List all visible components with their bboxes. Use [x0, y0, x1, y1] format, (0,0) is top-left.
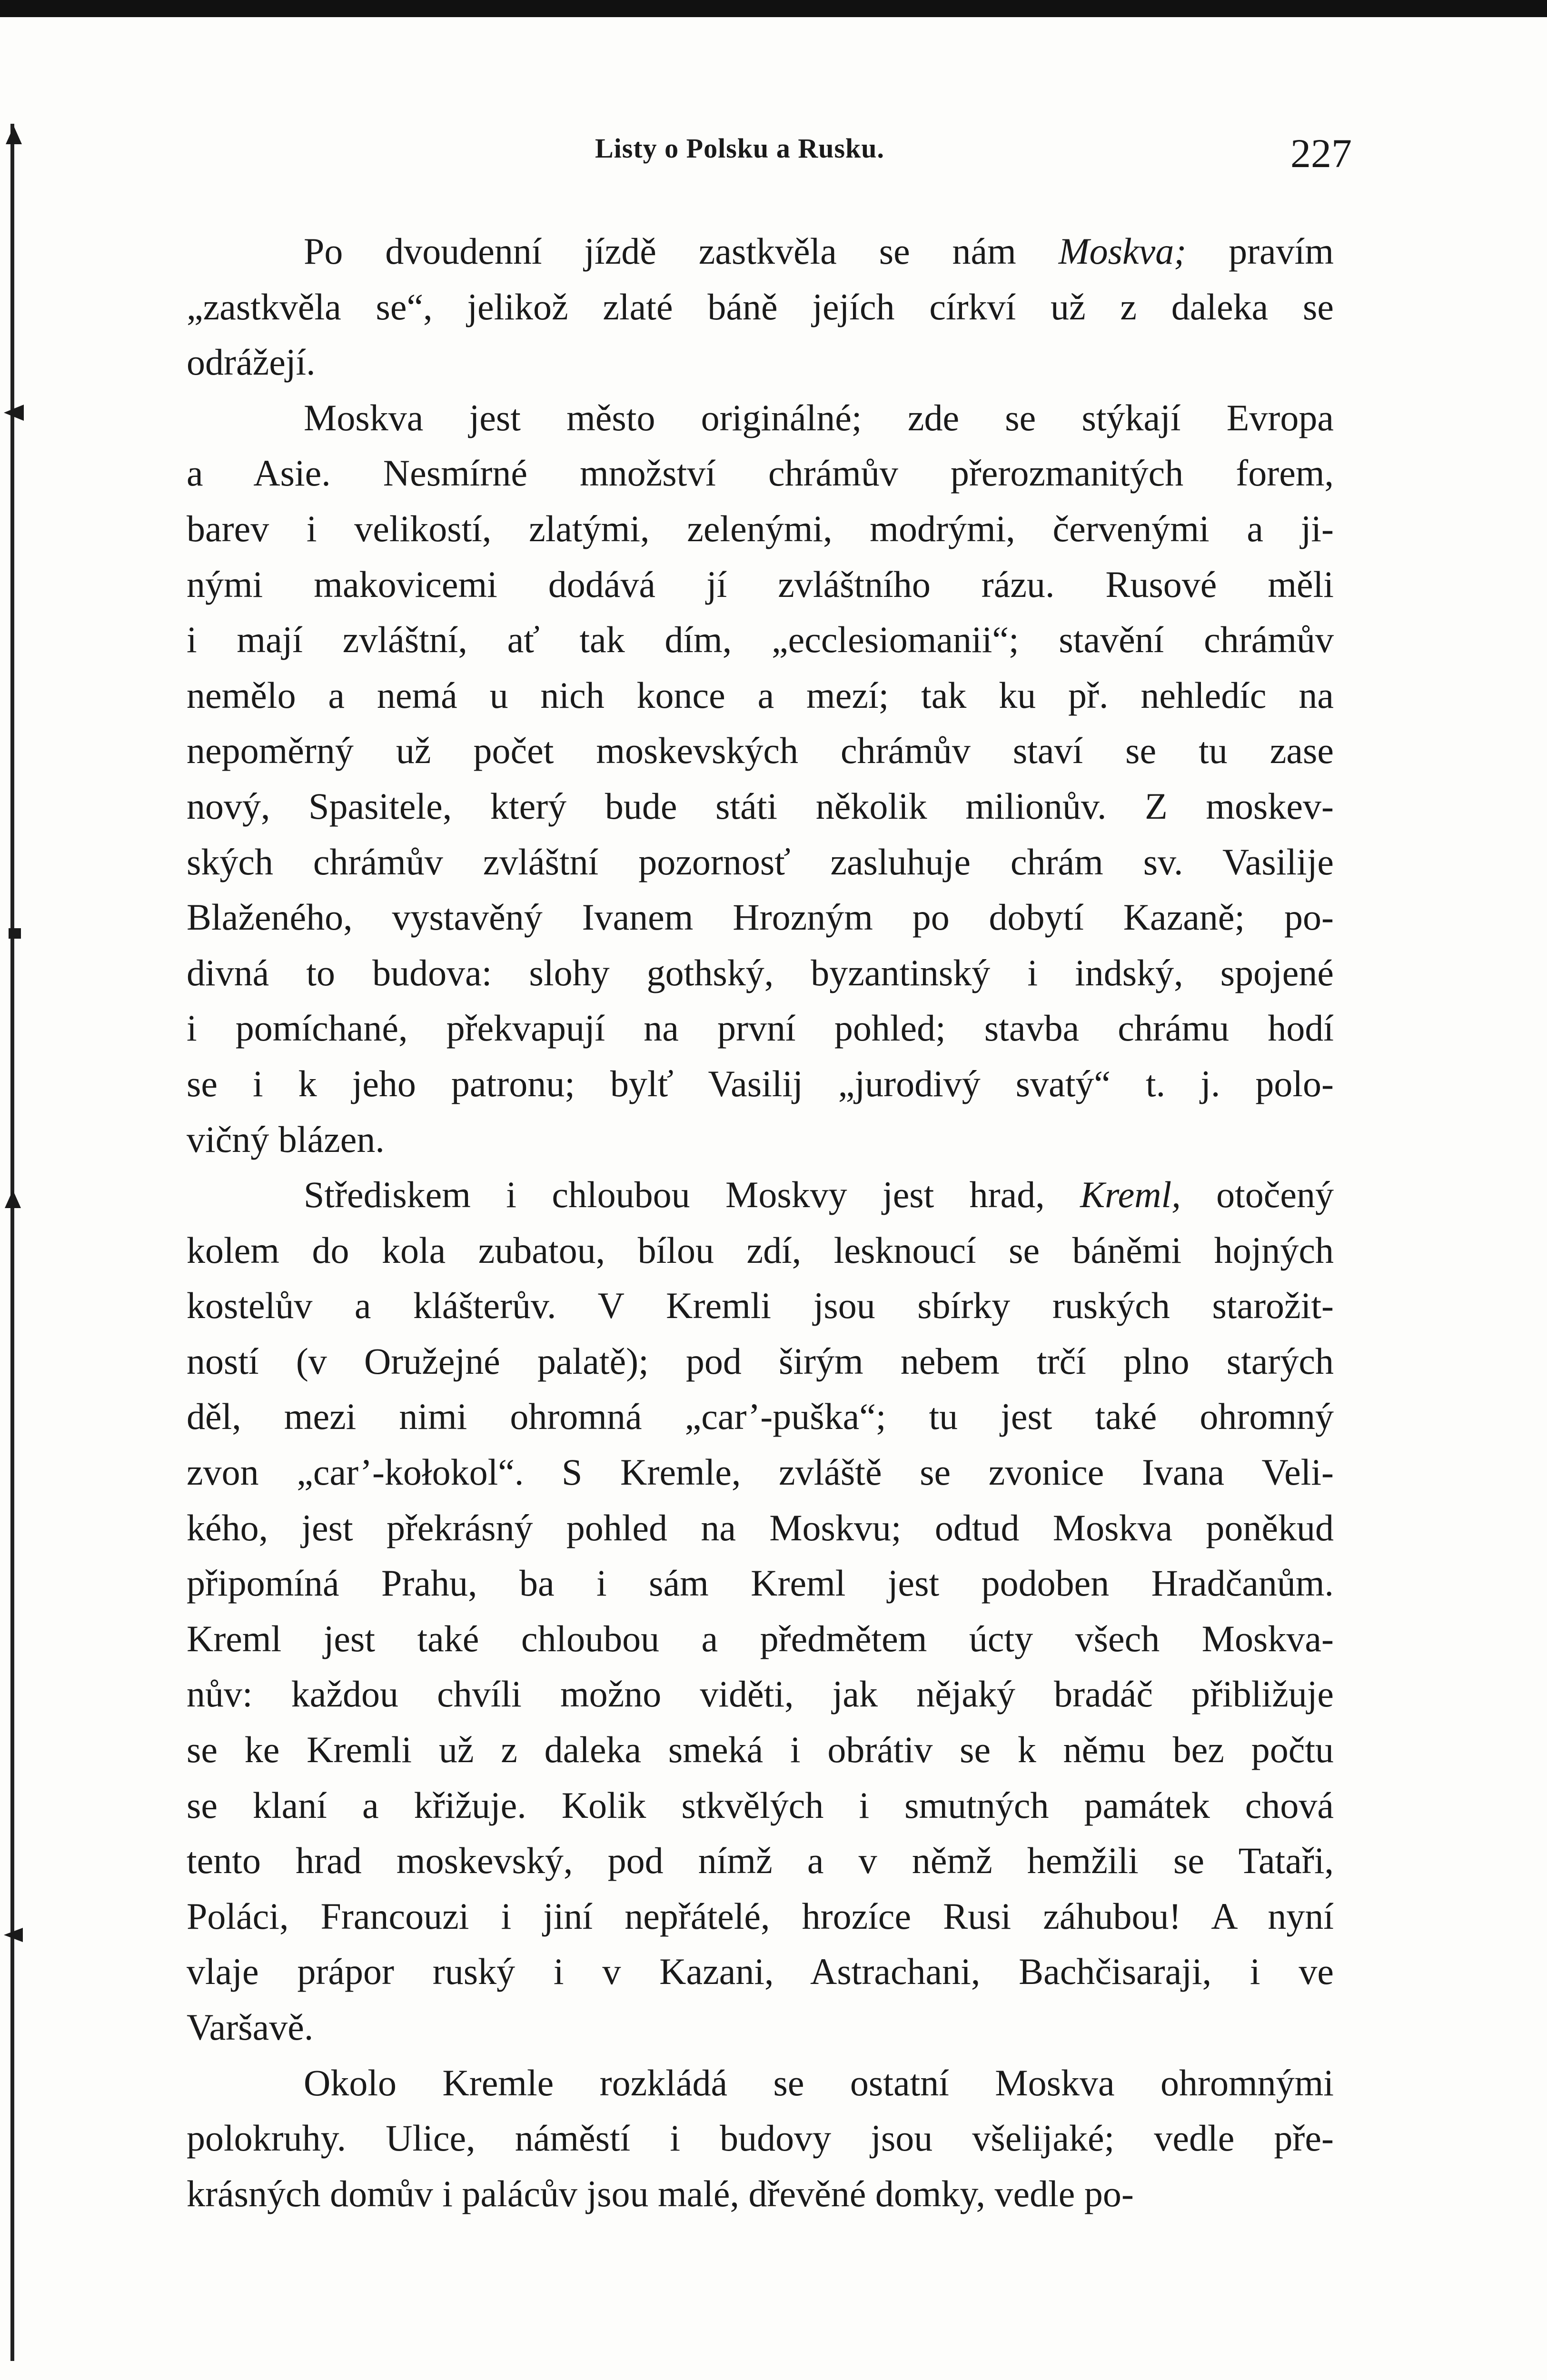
scan-mark [5, 1190, 21, 1208]
text-line: tento hrad moskevský, pod nímž a v němž hemžili se Tataři, [187, 1840, 1334, 1882]
scan-mark [6, 126, 22, 144]
text-line: Poláci, Francouzi i jiní nepřátelé, hrozíce Rusi záhubou! A nyní [187, 1895, 1334, 1937]
text-line: nepoměrný už počet moskevských chrámův staví se tu zase [187, 730, 1334, 772]
text-line: i pomíchané, překvapují na první pohled; stavba chrámu hodí [187, 1007, 1334, 1049]
text-line: Moskva jest město originálné; zde se stýkají Evropa [304, 397, 1334, 438]
text-line: polokruhy. Ulice, náměstí i budovy jsou všelijaké; vedle pře- [187, 2117, 1334, 2159]
italic-term: Moskva; [1058, 230, 1187, 272]
text-line: Blaženého, vystavěný Ivanem Hrozným po dobytí Kazaně; po- [187, 896, 1334, 938]
text-line: Okolo Kremle rozkládá se ostatní Moskva ohromnými [304, 2062, 1334, 2103]
text-line: nový, Spasitele, který bude státi několik milionův. Z moskev- [187, 785, 1334, 827]
italic-term: Kreml, [1080, 1174, 1181, 1216]
text-line: Varšavě. [187, 2006, 314, 2048]
text-line: nemělo a nemá u nich konce a mezí; tak ku př. nehledíc na [187, 674, 1334, 716]
text-line: Kreml jest také chloubou a předmětem úcty všech Moskva- [187, 1617, 1334, 1659]
text-line: nými makovicemi dodává jí zvláštního rázu. Rusové měli [187, 563, 1334, 605]
text-line: kolem do kola zubatou, bílou zdí, lesknoucí se báněmi hojných [187, 1229, 1334, 1271]
text-line: kého, jest překrásný pohled na Moskvu; odtud Moskva poněkud [187, 1507, 1334, 1548]
page-number: 227 [1290, 130, 1352, 176]
scan-mark [9, 928, 21, 939]
text-line: ských chrámův zvláštní pozornosť zasluhuje chrám sv. Vasilije [187, 841, 1334, 883]
running-title: Listy o Polsku a Rusku. [595, 133, 885, 164]
text-line: se i k jeho patronu; bylť Vasilij „jurodivý svatý“ t. j. polo- [187, 1062, 1334, 1104]
text-line: ností (v Oružejné palatě); pod širým nebem trčí plno starých [187, 1340, 1334, 1382]
text-body [187, 224, 1334, 2221]
text-line: připomíná Prahu, ba i sám Kreml jest podoben Hradčanům. [187, 1562, 1334, 1604]
text-line: i mají zvláštní, ať tak dím, „ecclesiomanii“; stavění chrámův [187, 619, 1334, 661]
binding-edge [10, 124, 14, 2361]
text-line: a Asie. Nesmírné množství chrámův přerozmanitých forem, [187, 452, 1334, 494]
text-line: se klaní a křižuje. Kolik stkvělých i smutných památek chová [187, 1784, 1334, 1826]
scan-edge [0, 0, 1547, 17]
text-line: barev i velikostí, zlatými, zelenými, modrými, červenými a ji- [187, 507, 1334, 549]
text-line: divná to budova: slohy gothský, byzantinský i indský, spojené [187, 952, 1334, 993]
text-line: Střediskem i chloubou Moskvy jest hrad, Kreml, otočený [304, 1174, 1334, 1216]
text-line: vlaje prápor ruský i v Kazani, Astrachani, Bachčisaraji, i ve [187, 1951, 1334, 1993]
text-line: zvon „car’-kołokol“. S Kremle, zvláště se zvonice Ivana Veli- [187, 1451, 1334, 1493]
running-header [186, 132, 1352, 185]
text-line: krásných domův i palácův jsou malé, dřevěné domky, vedle po- [187, 2172, 1134, 2214]
text-line: vičný blázen. [187, 1118, 385, 1160]
text-line: „zastkvěla se“, jelikož zlaté báně jejích církví už z daleka se [187, 286, 1334, 327]
text-line: Po dvoudenní jízdě zastkvěla se nám Moskva; pravím [304, 230, 1334, 272]
text-line: nův: každou chvíli možno viděti, jak nějaký bradáč přibližuje [187, 1673, 1334, 1715]
text-line: odrážejí. [187, 341, 316, 383]
text-line: se ke Kremli už z daleka smeká i obrátiv se k němu bez počtu [187, 1729, 1334, 1771]
text-line: kostelův a klášterův. V Kremli jsou sbírky ruských starožit- [187, 1285, 1334, 1327]
text-line: děl, mezi nimi ohromná „car’-puška“; tu jest také ohromný [187, 1396, 1334, 1438]
